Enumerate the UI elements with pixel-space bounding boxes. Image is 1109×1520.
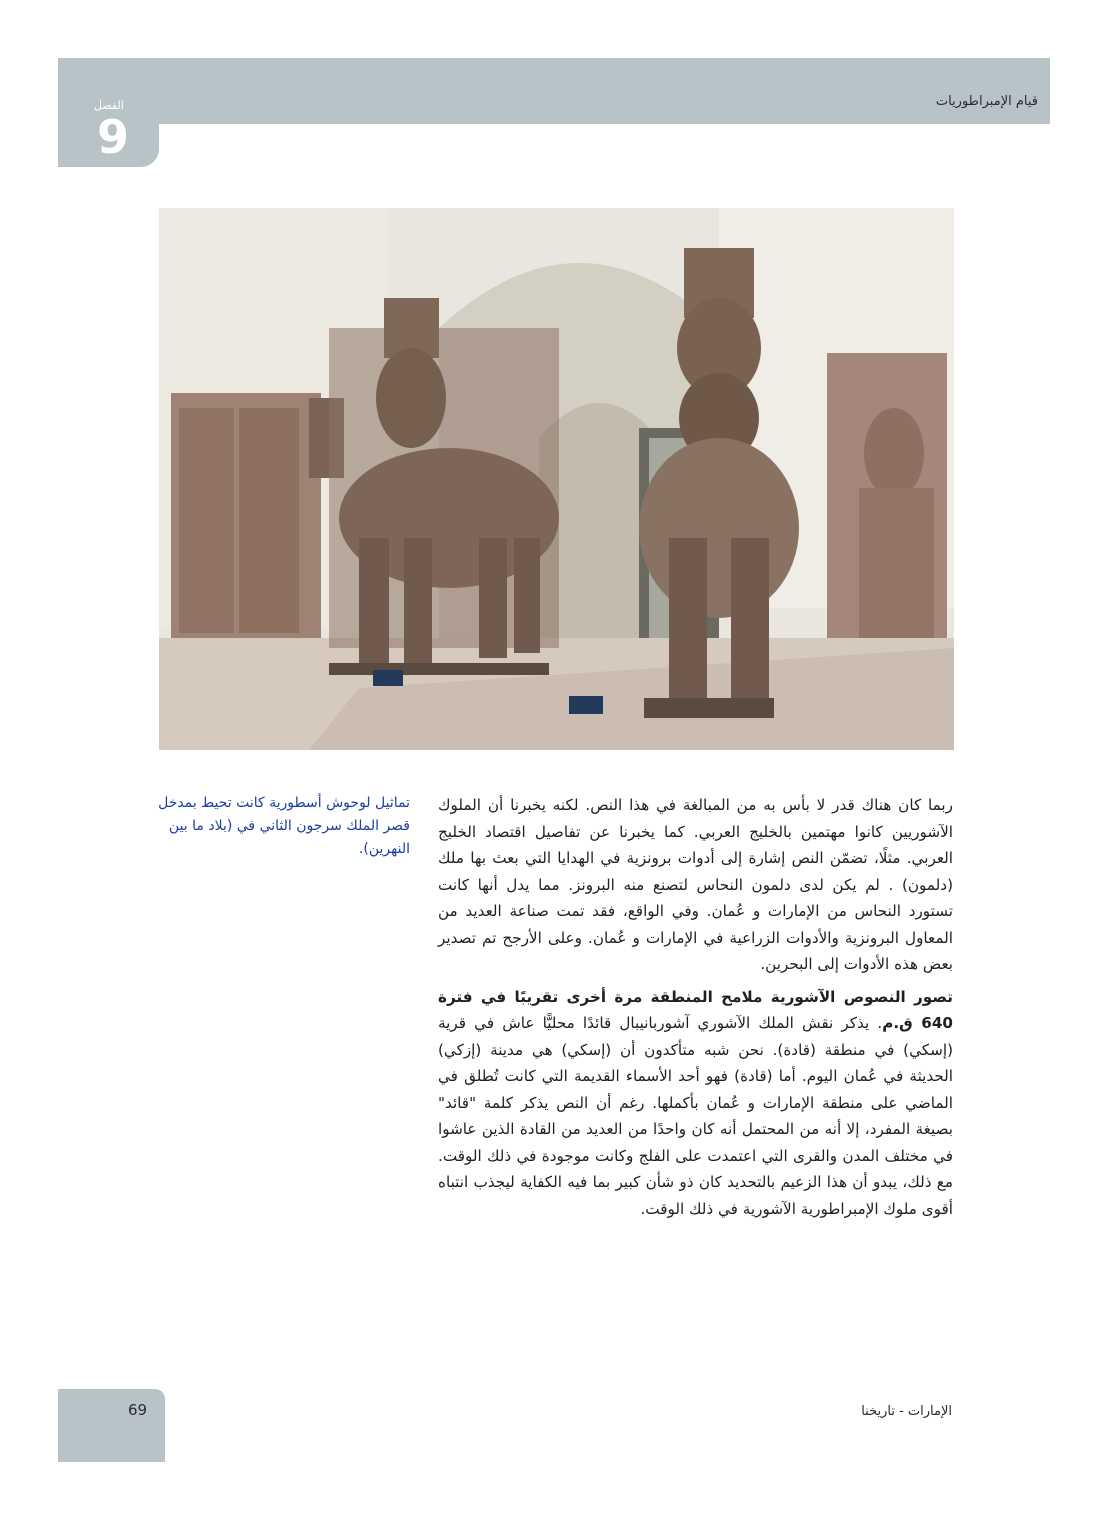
body-text xyxy=(438,792,953,1228)
running-header-title: قيام الإمبراطوريات xyxy=(935,94,1038,109)
lamassu-illustration xyxy=(159,208,954,750)
lamassu-photo xyxy=(159,208,954,750)
page-number: 69 xyxy=(128,1401,148,1419)
body-paragraph-2 xyxy=(438,984,953,1223)
body-paragraph-2-text: . يذكر نقش الملك الآشوري آشوربانيبال قائدًا محليًّا عاش في قرية (إسكي) في منطقة (قادة). نحن شبه متأكدون أن (إسكي) هي مدينة (إزكي) الحديثة في عُمان اليوم. أما (قادة) فهو أحد الأسماء القديمة التي كانت تُطلق في الماضي على منطقة الإمارات و عُمان بأكملها. رغم أن النص يذكر كلمة "قائد" بصيغة المفرد، إلا أنه من المحتمل أنه كان واحدًا من العديد من القادة الذين عاشوا في مختلف المدن والقرى التي اعتمدت على الفلج وكانت موجودة في ذلك الوقت. مع ذلك، يبدو أن هذا الزعيم بالتحديد كان ذو شأن كبير بما فيه الكفاية ليجذب انتباه أقوى ملوك الإمبراطورية الآشورية في ذلك الوقت. xyxy=(438,1014,953,1218)
chapter-label: الفصل xyxy=(94,99,124,112)
body-paragraph-1: ربما كان هناك قدر لا بأس به من المبالغة في هذا النص. لكنه يخبرنا أن الملوك الآشوريين كانوا مهتمين بالخليج العربي. كما يخبرنا عن تفاصيل اقتصاد الخليج العربي. مثلًا، تضمّن النص إشارة إلى أدوات برونزية في الهدايا التي بعث بها ملك (دلمون) . لم يكن لدى دلمون النحاس لتصنع منه البرونز. مما يدل أنها كانت تستورد النحاس من الإمارات و عُمان. وفي الواقع، فقد تمت صناعة العديد من المعاول البرونزية والأدوات الزراعية في الإمارات و عُمان. وعلى الأرجح تم تصدير بعض هذه الأدوات إلى البحرين. xyxy=(438,796,953,973)
footer-book-title: الإمارات - تاريخنا xyxy=(861,1404,952,1419)
header-bar xyxy=(58,58,1050,124)
figure-caption: تماثيل لوحوش أسطورية كانت تحيط بمدخل قصر الملك سرجون الثاني في (بلاد ما بين النهرين). xyxy=(158,795,410,857)
body-paragraph-2-lead: تصور النصوص الآشورية ملامح المنطقة مرة أخرى تقريبًا في فترة 640 ق.م xyxy=(438,987,953,1032)
footer-tab xyxy=(58,1389,165,1462)
chapter-number: 9 xyxy=(97,110,130,164)
